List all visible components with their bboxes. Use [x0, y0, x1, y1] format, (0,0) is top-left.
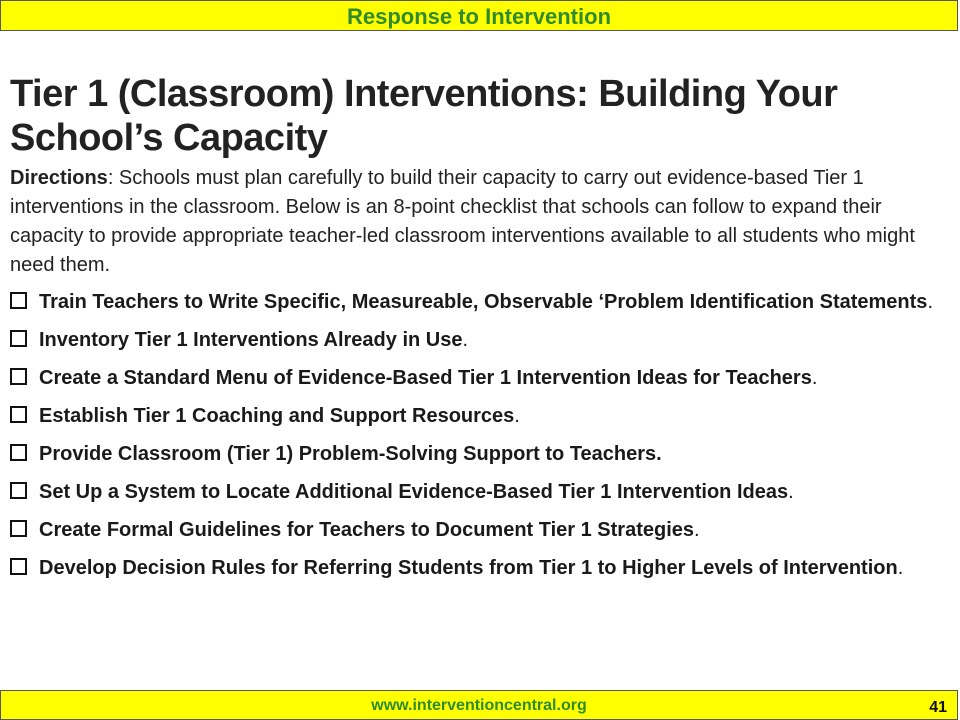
checklist-item: [10, 438, 955, 470]
checklist-item-text: Establish Tier 1 Coaching and Support Resources: [39, 405, 515, 427]
footer-bar: [0, 690, 958, 720]
checklist: [10, 286, 955, 584]
checklist-item-text: Train Teachers to Write Specific, Measureable, Observable ‘Problem Identification Statements: [39, 291, 928, 313]
checklist-item: [10, 476, 955, 508]
title-line-1: Tier 1 (Classroom) Interventions: Building Your: [10, 73, 838, 115]
checklist-item-text: Develop Decision Rules for Referring Students from Tier 1 to Higher Levels of Intervention: [39, 557, 898, 579]
header-bar: [0, 0, 958, 31]
checkbox-icon[interactable]: [10, 292, 27, 309]
checklist-item-text: Create Formal Guidelines for Teachers to Document Tier 1 Strategies: [39, 519, 695, 541]
page-number: 41: [929, 699, 947, 716]
checklist-item-punct: .: [897, 557, 904, 579]
checklist-item: [10, 362, 955, 394]
checkbox-icon[interactable]: [10, 520, 27, 537]
header-title: Response to Intervention: [346, 4, 612, 29]
checklist-item-punct: .: [788, 481, 794, 503]
checklist-item-text: Set Up a System to Locate Additional Evidence-Based Tier 1 Intervention Ideas: [39, 481, 789, 503]
checklist-item-punct: .: [694, 519, 700, 541]
checklist-item: [10, 552, 955, 584]
checklist-item: [10, 400, 955, 432]
checklist-item: [10, 324, 955, 356]
document-body: [10, 72, 955, 584]
checkbox-icon[interactable]: [10, 406, 27, 423]
checklist-item: [10, 286, 955, 318]
checklist-item-text: Create a Standard Menu of Evidence-Based Tier 1 Intervention Ideas for Teachers: [39, 367, 812, 389]
page-title: [10, 72, 955, 160]
directions-text: : Schools must plan carefully to build their capacity to carry out evidence-based Tier 1 interventions in the classroom. Below is an 8-point checklist that schools can follow to expand their capacity to provide appropriate teacher-led classroom interventions available to all students who might need them.: [10, 167, 915, 276]
directions-label: Directions: [10, 167, 108, 189]
checklist-item: [10, 514, 955, 546]
checkbox-icon[interactable]: [10, 558, 27, 575]
checkbox-icon[interactable]: [10, 368, 27, 385]
title-line-2: School’s Capacity: [10, 117, 328, 159]
checkbox-icon[interactable]: [10, 330, 27, 347]
directions-paragraph: [10, 164, 955, 280]
checklist-item-text: Inventory Tier 1 Interventions Already in Use: [39, 329, 463, 351]
checkbox-icon[interactable]: [10, 444, 27, 461]
footer-url[interactable]: www.interventioncentral.org: [371, 697, 587, 714]
checklist-item-punct: .: [927, 291, 933, 313]
checklist-item-punct: .: [462, 329, 469, 351]
checklist-item-punct: .: [811, 367, 818, 389]
checklist-item-text: Provide Classroom (Tier 1) Problem-Solving Support to Teachers.: [39, 443, 662, 465]
checklist-item-punct: .: [514, 405, 520, 427]
checkbox-icon[interactable]: [10, 482, 27, 499]
